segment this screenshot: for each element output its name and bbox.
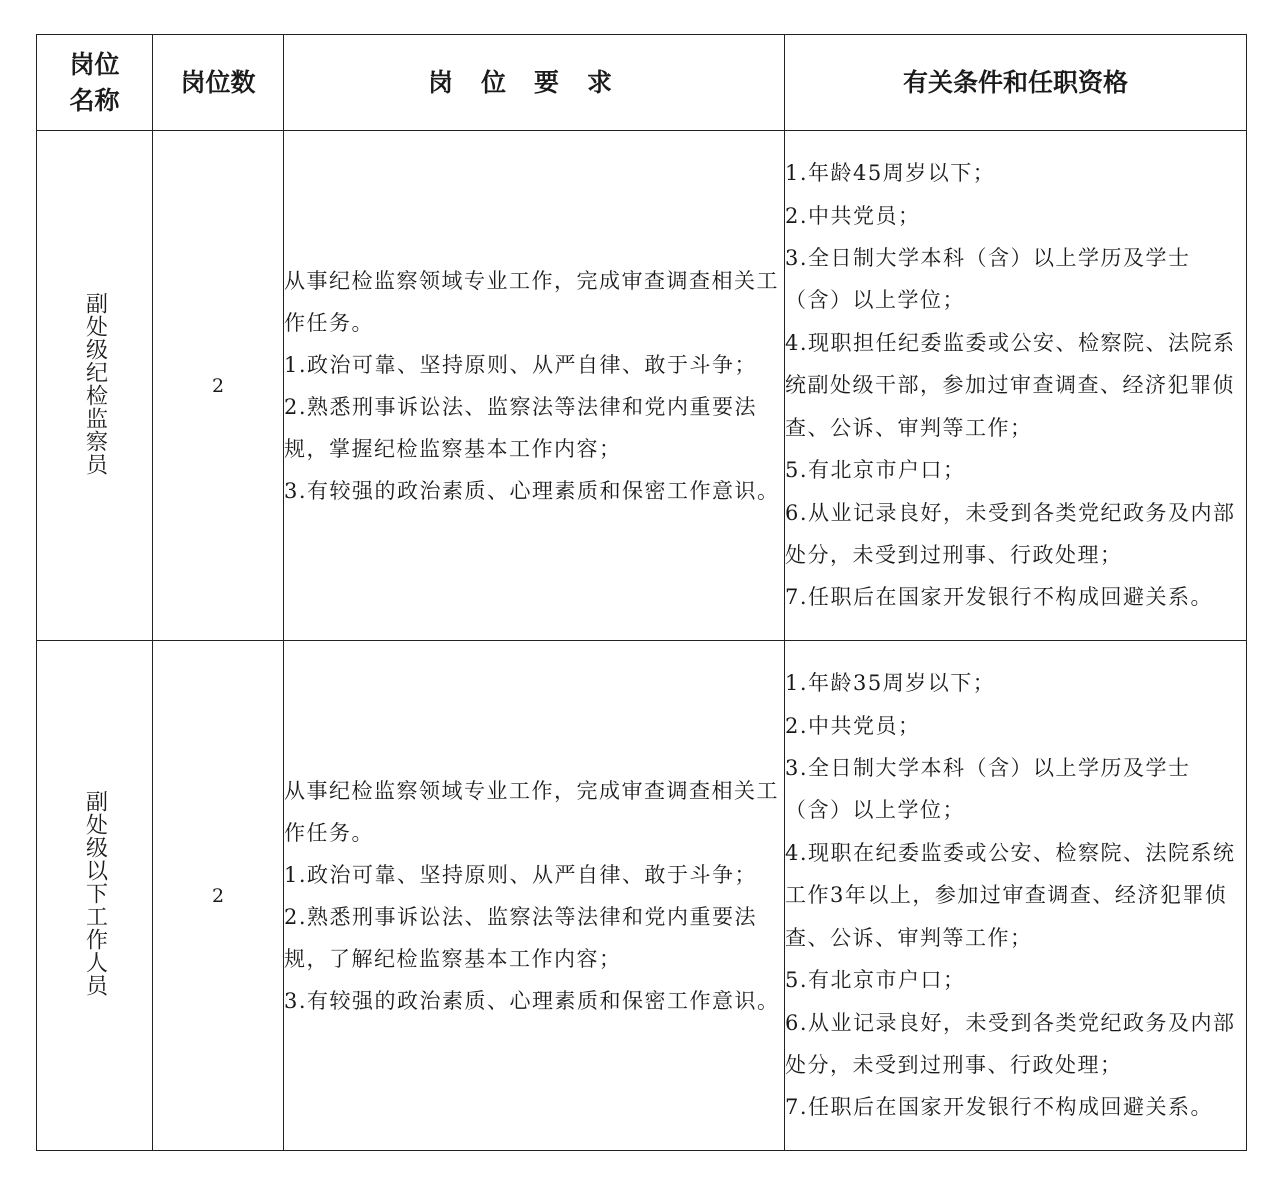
table-row xyxy=(37,131,1247,641)
requirement-item: 2.熟悉刑事诉讼法、监察法等法律和党内重要法规，掌握纪检监察基本工作内容； xyxy=(284,394,758,461)
qualification-item: 3.全日制大学本科（含）以上学历及学士（含）以上学位； xyxy=(785,756,1191,823)
post-name-cell xyxy=(37,641,153,1151)
header-post-name xyxy=(37,35,153,131)
qualifications-cell xyxy=(785,641,1247,1151)
qualification-item: 2.中共党员； xyxy=(785,203,921,228)
requirement-item: 1.政治可靠、坚持原则、从严自律、敢于斗争； xyxy=(284,862,758,887)
post-count: 2 xyxy=(153,131,284,641)
requirements-cell xyxy=(284,131,785,641)
requirement-item: 从事纪检监察领域专业工作，完成审查调查相关工作任务。 xyxy=(284,268,779,335)
qualification-item: 5.有北京市户口； xyxy=(785,968,966,993)
qualification-item: 3.全日制大学本科（含）以上学历及学士（含）以上学位； xyxy=(785,246,1191,313)
qualification-item: 7.任职后在国家开发银行不构成回避关系。 xyxy=(785,585,1214,610)
header-requirements: 岗位要求 xyxy=(284,35,785,131)
qualification-item: 1.年龄45周岁以下； xyxy=(785,161,996,186)
recruitment-table xyxy=(36,34,1247,1151)
header-qualifications: 有关条件和任职资格 xyxy=(785,35,1247,131)
requirement-item: 从事纪检监察领域专业工作，完成审查调查相关工作任务。 xyxy=(284,778,779,845)
requirement-item: 2.熟悉刑事诉讼法、监察法等法律和党内重要法规，了解纪检监察基本工作内容； xyxy=(284,904,758,971)
qualification-item: 2.中共党员； xyxy=(785,713,921,738)
post-name: 副处级以下工作人员 xyxy=(82,790,108,997)
post-name: 副处级纪检监察员 xyxy=(82,291,108,476)
qualification-item: 1.年龄35周岁以下； xyxy=(785,671,996,696)
header-count: 岗位数 xyxy=(153,35,284,131)
qualification-item: 6.从业记录良好，未受到各类党纪政务及内部处分，未受到过刑事、行政处理； xyxy=(785,1010,1236,1077)
qualification-item: 7.任职后在国家开发银行不构成回避关系。 xyxy=(785,1095,1214,1120)
header-post-name-line1: 岗位 xyxy=(69,49,120,79)
post-count: 2 xyxy=(153,641,284,1151)
requirement-item: 3.有较强的政治素质、心理素质和保密工作意识。 xyxy=(284,478,780,503)
qualification-item: 4.现职在纪委监委或公安、检察院、法院系统工作3年以上，参加过审查调查、经济犯罪侦查、公诉、审判等工作； xyxy=(785,840,1236,950)
header-post-name-line2: 名称 xyxy=(69,85,120,115)
requirement-item: 3.有较强的政治素质、心理素质和保密工作意识。 xyxy=(284,988,780,1013)
requirement-item: 1.政治可靠、坚持原则、从严自律、敢于斗争； xyxy=(284,352,758,377)
qualifications-cell xyxy=(785,131,1247,641)
table-header-row xyxy=(37,35,1247,131)
requirements-cell xyxy=(284,641,785,1151)
post-name-cell xyxy=(37,131,153,641)
qualification-item: 4.现职担任纪委监委或公安、检察院、法院系统副处级干部，参加过审查调查、经济犯罪侦查、公诉、审判等工作； xyxy=(785,330,1236,440)
qualification-item: 6.从业记录良好，未受到各类党纪政务及内部处分，未受到过刑事、行政处理； xyxy=(785,500,1236,567)
qualification-item: 5.有北京市户口； xyxy=(785,458,966,483)
table-row xyxy=(37,641,1247,1151)
